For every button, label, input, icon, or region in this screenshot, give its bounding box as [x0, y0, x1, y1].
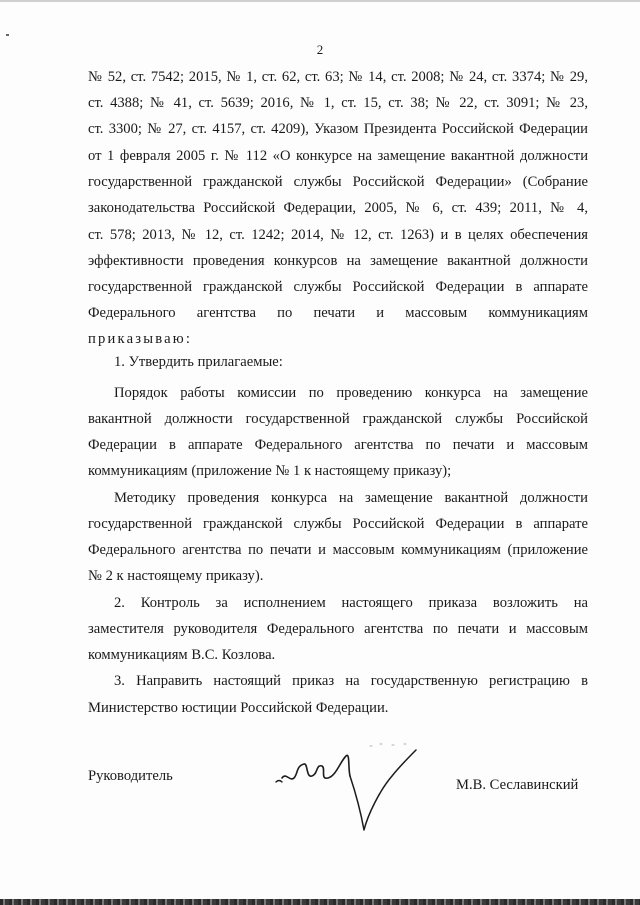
page-number: 2 — [316, 42, 324, 57]
body-line: ст. 4388; № 41, ст. 5639; 2016, № 1, ст. 15, ст. 38; № 22, ст. 3091; № 23, — [88, 95, 588, 111]
item1b-line: № 2 к настоящему приказу). — [88, 568, 264, 584]
body-line: государственной гражданской службы Российской Федерации в аппарате — [88, 279, 588, 295]
body-line: государственной гражданской службы Российской Федерации» (Собрание — [88, 174, 588, 190]
item1b-line: государственной гражданской службы Российской Федерации в аппарате — [88, 516, 588, 532]
body-line: законодательства Российской Федерации, 2005, № 6, ст. 439; 2011, № 4, — [88, 200, 588, 216]
item1a-line: Порядок работы комиссии по проведению конкурса на замещение — [114, 385, 588, 401]
body-line: Федерального агентства по печати и массовым коммуникациям — [88, 305, 588, 321]
body-line: ст. 3300; № 27, ст. 4157, ст. 4209), Указом Президента Российской Федерации — [88, 121, 588, 137]
item1-heading: 1. Утвердить прилагаемые: — [114, 354, 283, 370]
item1b-line: Федерального агентства по печати и массовым коммуникациям (приложение — [88, 542, 588, 558]
item1a-line: коммуникациям (приложение № 1 к настоящему приказу); — [88, 463, 452, 479]
item2-line: заместителя руководителя Федерального агентства по печати и массовым — [88, 621, 588, 637]
body-line: эффективности проведения конкурсов на замещение вакантной должности — [88, 253, 588, 269]
signatory-name: М.В. Сеславинский — [456, 777, 579, 793]
order-word: приказываю: — [88, 331, 193, 347]
top-border — [0, 0, 640, 2]
handwritten-signature — [268, 738, 428, 838]
item3-line: 3. Направить настоящий приказ на государственную регистрацию в — [114, 673, 588, 689]
scan-mark — [6, 34, 9, 36]
item1a-line: Федерации в аппарате Федерального агентства по печати и массовым — [88, 437, 588, 453]
item2-line: 2. Контроль за исполнением настоящего приказа возложить на — [114, 595, 588, 611]
body-line: от 1 февраля 2005 г. № 112 «О конкурсе на замещение вакантной должности — [88, 148, 588, 164]
item2-line: коммуникациям В.С. Козлова. — [88, 647, 276, 663]
body-line: № 52, ст. 7542; 2015, № 1, ст. 62, ст. 63; № 14, ст. 2008; № 24, ст. 3374; № 29, — [88, 69, 588, 85]
body-line: ст. 578; 2013, № 12, ст. 1242; 2014, № 12, ст. 1263) и в целях обеспечения — [88, 227, 588, 243]
bottom-border — [0, 899, 640, 905]
item1a-line: вакантной должности государственной гражданской службы Российской — [88, 411, 588, 427]
item3-line: Министерство юстиции Российской Федерации. — [88, 700, 389, 716]
signatory-title: Руководитель — [88, 768, 173, 784]
item1b-line: Методику проведения конкурса на замещение вакантной должности — [114, 490, 588, 506]
